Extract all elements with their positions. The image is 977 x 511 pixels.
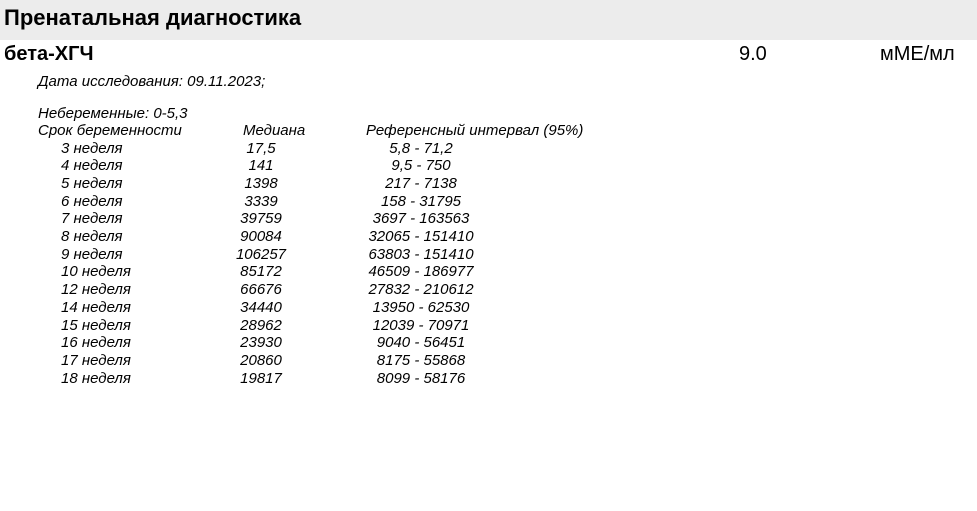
section-header (0, 0, 977, 40)
row-range: 8175 - 55868 (376, 351, 466, 369)
row-range: 8099 - 58176 (376, 369, 466, 387)
section-title: Пренатальная диагностика (4, 5, 302, 30)
row-term: 4 неделя (61, 157, 123, 175)
row-range: 12039 - 70971 (372, 316, 470, 334)
row-term: 9 неделя (61, 245, 123, 263)
row-range: 32065 - 151410 (368, 228, 474, 245)
header-range: Референсный интервал (95%) (366, 122, 584, 139)
row-term: 6 неделя (61, 192, 123, 210)
row-range: 63803 - 151410 (368, 245, 474, 263)
row-range: 27832 - 210612 (368, 281, 474, 299)
header-term: Срок беременности (38, 122, 182, 139)
row-median: 23930 (240, 334, 282, 352)
row-term: 16 неделя (61, 334, 131, 352)
row-median: 39759 (240, 210, 282, 228)
row-term: 3 неделя (61, 139, 123, 157)
row-term: 14 неделя (61, 298, 131, 316)
row-median: 141 (248, 157, 274, 175)
row-term: 10 неделя (61, 263, 131, 281)
test-value: 9.0 (739, 43, 767, 65)
row-median: 19817 (240, 369, 282, 387)
row-term: 18 неделя (61, 369, 131, 387)
row-range: 217 - 7138 (385, 174, 457, 192)
test-unit: мМЕ/мл (880, 43, 955, 65)
row-range: 3697 - 163563 (372, 210, 470, 228)
test-name: бета-ХГЧ (4, 43, 94, 65)
row-term: 15 неделя (61, 316, 131, 334)
header-median: Медиана (243, 122, 306, 139)
row-range: 9040 - 56451 (376, 334, 466, 352)
row-term: 12 неделя (61, 281, 131, 299)
study-date: Дата исследования: 09.11.2023; (38, 73, 266, 90)
row-term: 5 неделя (61, 174, 123, 192)
row-median: 85172 (240, 263, 282, 281)
row-range: 5,8 - 71,2 (389, 139, 453, 157)
row-term: 8 неделя (61, 228, 123, 245)
row-median: 3339 (244, 192, 278, 210)
row-median: 28962 (240, 316, 282, 334)
row-range: 46509 - 186977 (368, 263, 474, 281)
row-term: 7 неделя (61, 210, 123, 228)
row-range: 9,5 - 750 (391, 157, 451, 175)
nonpregnant-reference: Небеременные: 0-5,3 (38, 105, 188, 122)
row-median: 90084 (240, 228, 282, 245)
row-median: 66676 (240, 281, 282, 299)
row-median: 106257 (235, 245, 287, 263)
row-range: 13950 - 62530 (372, 298, 470, 316)
row-median: 17,5 (246, 139, 276, 157)
row-median: 20860 (240, 351, 282, 369)
row-median: 1398 (244, 174, 278, 192)
row-term: 17 неделя (61, 351, 131, 369)
row-range: 158 - 31795 (380, 192, 462, 210)
row-median: 34440 (240, 298, 282, 316)
